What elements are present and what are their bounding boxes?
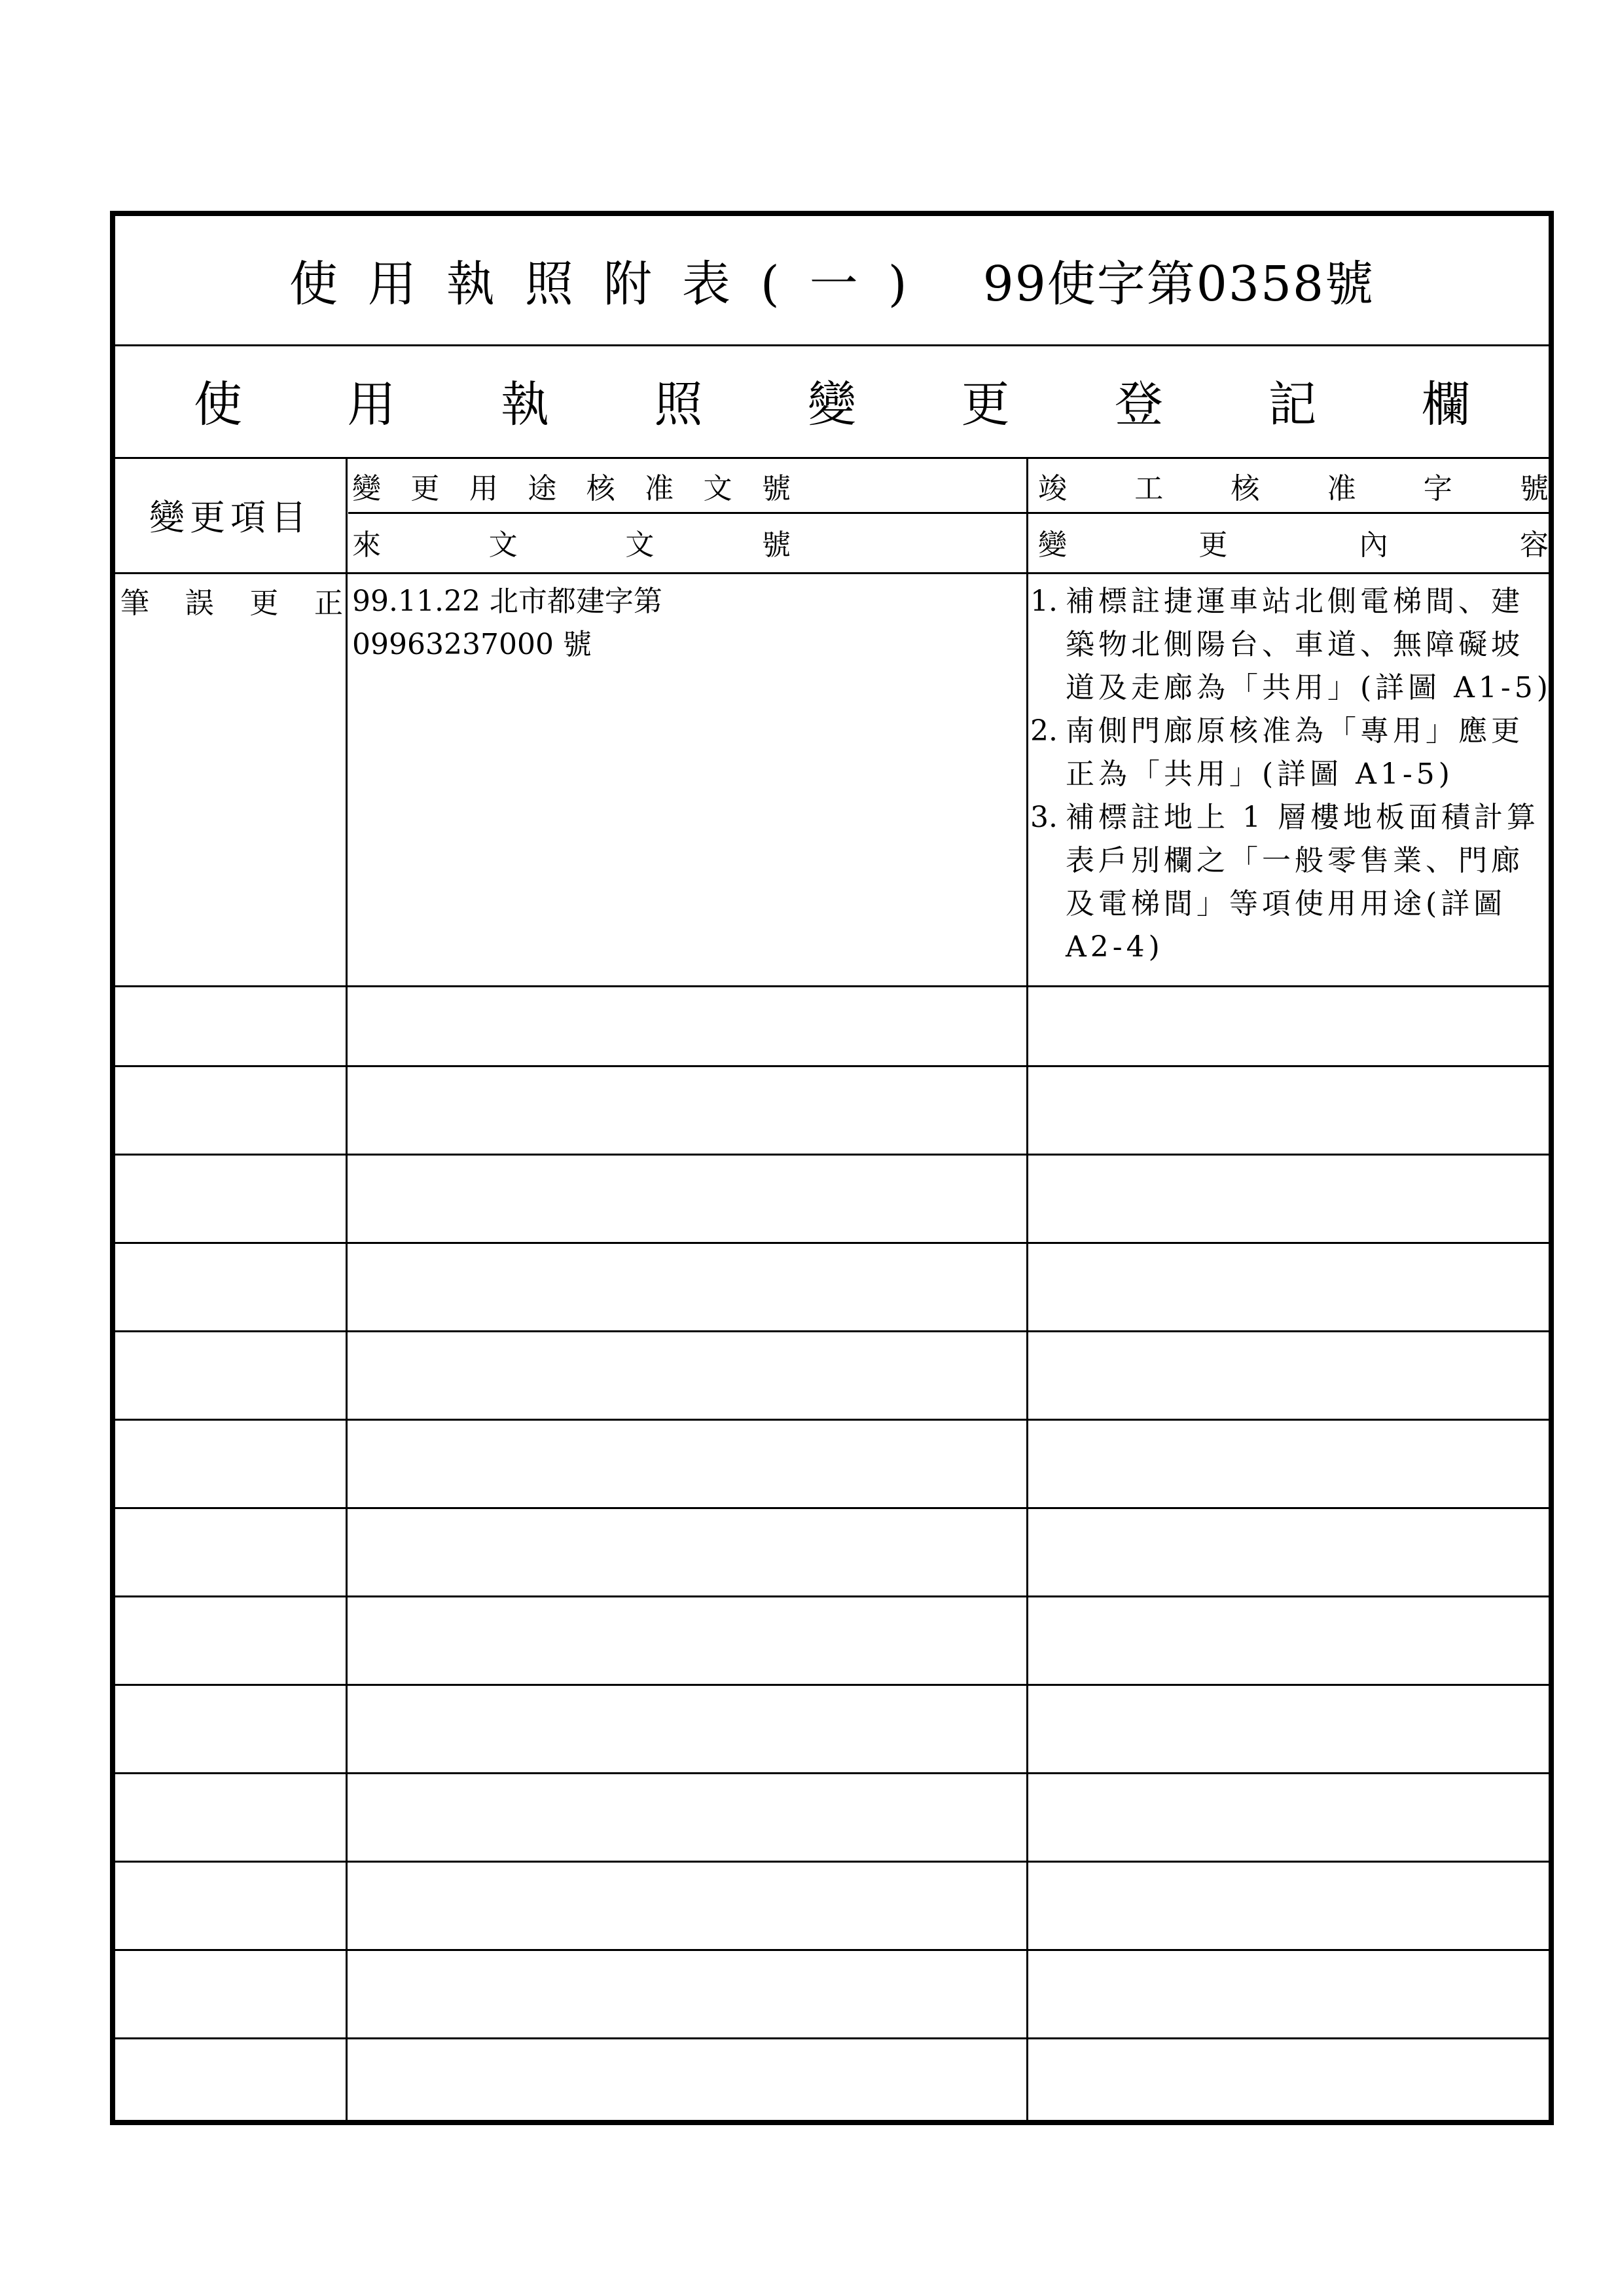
list-item: 3. 補標註地上 1 層樓地板面積計算表戶別欄之「一般零售業、門廊及電梯間」等項使用用途(詳圖A2-4)	[1030, 801, 1539, 964]
column-header-incoming-doc: 來 文 文 號	[352, 528, 791, 562]
divider	[115, 1949, 1549, 1951]
subtitle-char: 使	[194, 376, 242, 433]
column-divider	[346, 457, 348, 2120]
form-title	[115, 216, 1549, 344]
divider	[115, 1684, 1549, 1686]
divider	[348, 512, 1549, 514]
column-header-change-content: 變 更 內 容	[1038, 528, 1549, 562]
subtitle-char: 照	[654, 376, 703, 433]
divider	[115, 1861, 1549, 1863]
divider	[115, 1154, 1549, 1156]
table-cell-item: 筆 誤 更 正	[120, 587, 343, 620]
divider	[115, 572, 1549, 574]
subtitle-char: 欄	[1422, 376, 1470, 433]
subtitle-char: 變	[808, 376, 856, 433]
divider	[115, 1065, 1549, 1067]
divider	[115, 985, 1549, 987]
column-header-completion-number: 竣 工 核 准 字 號	[1038, 472, 1549, 505]
permit-number: 99使字第0358號	[982, 256, 1375, 312]
table-cell-document: 99.11.22 北市都建字第 09963237000 號	[352, 585, 662, 661]
list-item: 2. 南側門廊原核准為「專用」應更正為「共用」(詳圖 A1-5)	[1030, 714, 1524, 791]
permit-form	[110, 211, 1554, 2125]
table-cell-content	[1030, 580, 1554, 969]
title-main: 使用執照附表(一)	[289, 256, 937, 312]
divider	[115, 1242, 1549, 1244]
change-list	[1030, 580, 1554, 969]
subtitle-char: 用	[347, 376, 396, 433]
divider	[115, 1330, 1549, 1332]
subtitle-char: 登	[1115, 376, 1163, 433]
subtitle-char: 執	[501, 376, 549, 433]
subtitle-char: 更	[961, 376, 1010, 433]
divider	[115, 2037, 1549, 2039]
column-divider	[1026, 457, 1028, 2120]
divider	[115, 1595, 1549, 1597]
subtitle-char: 記	[1268, 376, 1317, 433]
column-header-approval-doc: 變 更 用 途 核 准 文 號	[352, 472, 791, 505]
list-item: 1. 補標註捷運車站北側電梯間、建築物北側陽台、車道、無障礙坡道及走廊為「共用」(詳圖 A1-5)	[1030, 585, 1552, 704]
divider	[115, 1419, 1549, 1421]
divider	[115, 1507, 1549, 1509]
column-header-item: 變更項目	[149, 496, 312, 538]
form-subtitle	[194, 344, 1470, 457]
divider	[115, 1772, 1549, 1774]
